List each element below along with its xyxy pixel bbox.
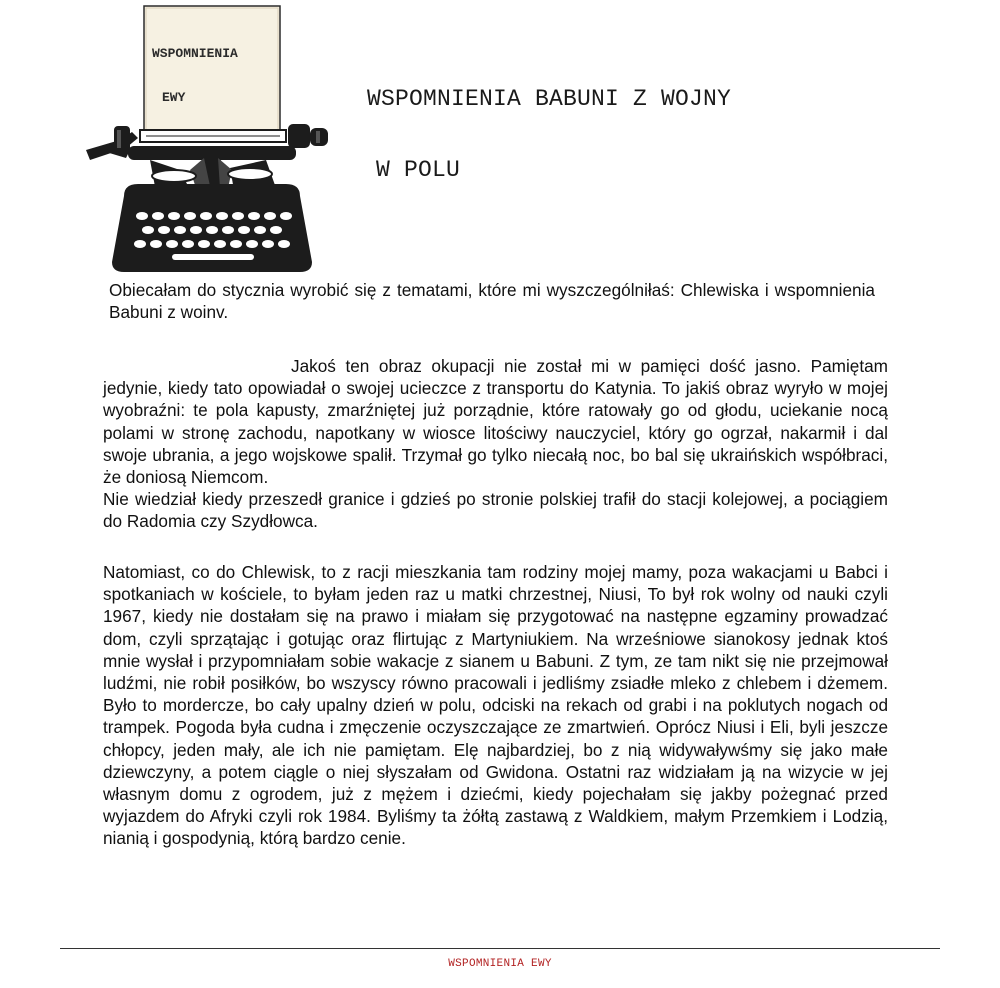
intro-paragraph: Obiecałam do stycznia wyrobić się z tematami, które mi wyszczególniłaś: Chlewiska i wspomnienia Babuni z woinv. <box>109 280 875 323</box>
footer-divider <box>60 948 940 949</box>
page-title: WSPOMNIENIA BABUNI Z WOJNY <box>367 86 732 112</box>
war-memory-continuation: Nie wiedział kiedy przeszedł granice i gdzieś po stronie polskiej trafił do stacji kolejowej, a pociągiem do Radomia czy Szydłowca. <box>103 489 888 532</box>
logo-text-line1: WSPOMNIENIA <box>152 46 238 61</box>
page-subtitle: W POLU <box>376 157 461 183</box>
logo-text-line2: EWY <box>162 90 186 105</box>
typewriter-logo <box>80 0 340 276</box>
memory-paragraph-chlewiska: Natomiast, co do Chlewisk, to z racji mieszkania tam rodziny mojej mamy, poza wakacjami u Babci i spotkaniach w kościele, to byłam jeden raz u matki chrzestnej, Niusi, To był rok wolny od nauki czyli 1967, kiedy nie dostałam się na prawo i miałam się przygotować na następne egzaminy prowadzać dom, czyli sprzątając i gotując oraz flirtując z Martyniukiem. Na wrześniowe sianokosy jednak ktoś mnie wysłał i przypomniałam sobie wakacje z sianem u Babuni. Z tym, ze tam nikt się nie przejmował ludźmi, nie robił posiłków, bo wszyscy równo pracowali i jedliśmy zsiadłe mleko z chlebem i dżemem. Było to mordercze, bo cały upalny dzień w polu, odciski na rekach od grabi i na poklutych nogach od trampek. Pogoda była cudna i zmęczenie oczyszczające ze zmartwień. Oprócz Niusi i Eli, byli jeszcze chłopcy, jeden mały, ale ich nie pamiętam. Elę najbardziej, bo z nią widywaływśmy się jako małe dziewczyny, a potem ciągle o niej słyszałam od Gwidona. Ostatni raz widziałam ją na wizycie w jej własnym domu z ogrodem, już z mężem i dziećmi, kiedy pojechałam się jakby pożegnać przed wyjazdem do Afryki czyli rok 1984. Byliśmy ta żółtą zastawą z Waldkiem, małym Przemkiem i Lodzią, nianią i gospodynią, którą bardzo cenie. <box>103 562 888 849</box>
typewriter-icon <box>80 0 340 276</box>
memory-paragraph-war <box>103 355 888 533</box>
footer-label: WSPOMNIENIA EWY <box>448 958 552 970</box>
war-memory-text: Jakoś ten obraz okupacji nie został mi w pamięci dość jasno. Pamiętam jedynie, kiedy tato opowiadał o swojej ucieczce z transportu do Katynia. To jakiś obraz wyryło w mojej wyobraźni: te pola kapusty, zmarźniętej już porządnie, które ratowały go od głodu, uciekanie nocą polami w stronę zachodu, napotkany w wiosce litościwy nauczyciel, który go ogrzał, nakarmił i dal swoje ubrania, a jego wojskowe spalił. Trzymał go tylko niecałą noc, bo bal się ukraińskich współbraci, że doniosą Niemcom. <box>103 356 888 488</box>
